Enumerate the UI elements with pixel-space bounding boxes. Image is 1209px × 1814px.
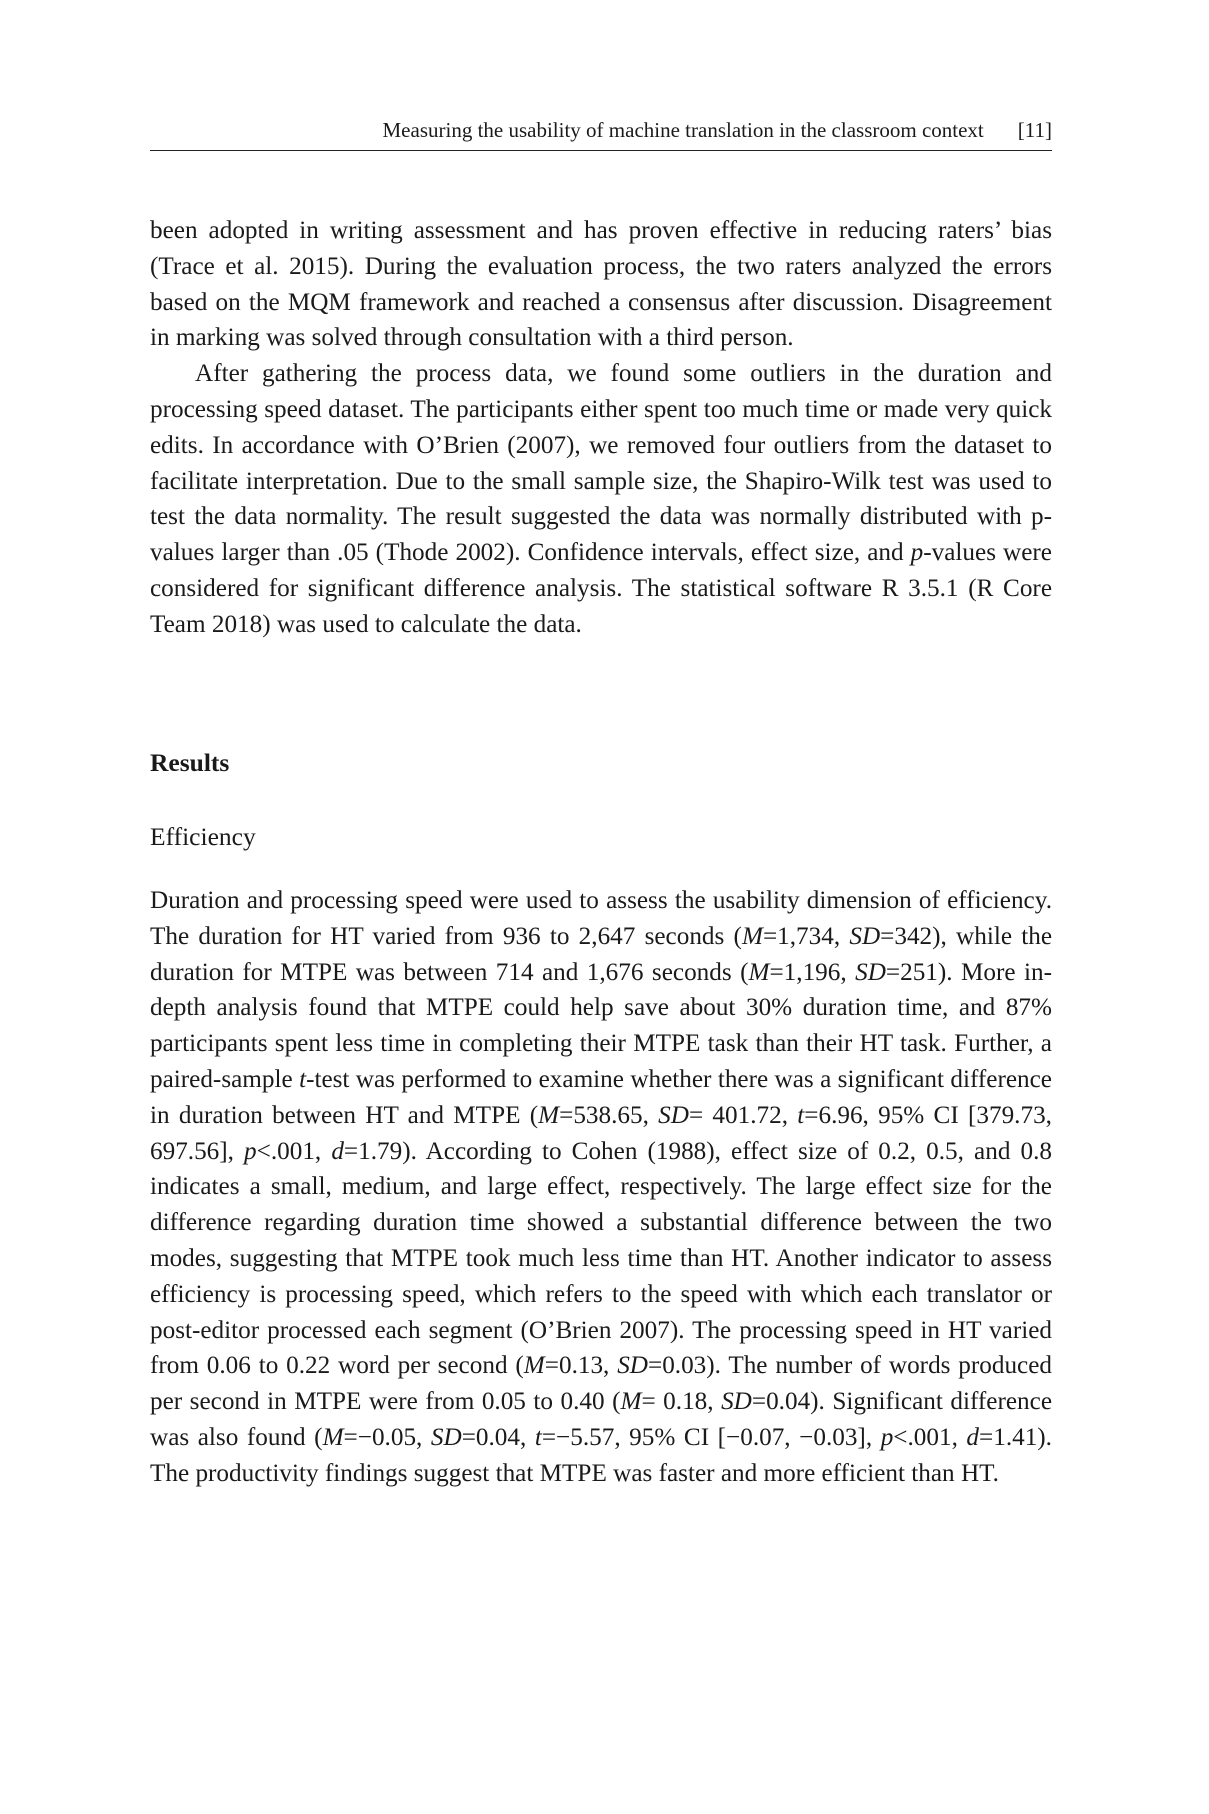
text-span: = 0.18,	[641, 1388, 722, 1416]
text-span: Duration and processing speed were used to assess the usability dimension of efficiency. The duration for HT varied from 936 to 2,647 seconds (	[150, 887, 1052, 950]
text-span: =342), while the duration for MTPE was between 714 and 1,676 seconds (	[150, 922, 1052, 986]
text-span: -test was performed to examine whether there was a significant difference in duration between HT and MTPE (	[150, 1065, 1052, 1129]
methods-text	[150, 213, 1052, 643]
paragraph-process-data	[150, 356, 1052, 642]
results-heading: Results	[150, 748, 230, 777]
stat-symbol: t	[534, 1423, 542, 1451]
text-span: After gathering the process data, we found some outliers in the duration and processing speed dataset. The participants either spent too much time or made very quick edits. In accordance with O’Brien (2007), we removed four outliers from the dataset to facilitate interpretation. Due to the small sample size, the Shapiro-Wilk test was used to test the data normality. The result suggested the data was normally distributed with p-values larger than .05 (Thode 2002). Confidence intervals, effect size, and	[150, 360, 1052, 567]
running-header	[150, 116, 1052, 151]
stat-symbol: M	[741, 922, 763, 950]
stat-symbol: p	[880, 1423, 894, 1451]
text-span: =1,196,	[769, 958, 856, 986]
stat-symbol: p	[244, 1137, 257, 1165]
text-span: =538.65,	[559, 1101, 659, 1129]
text-span: =251). More in-depth analysis found that MTPE could help save about 30% duration time, and 87% participants spent less time in completing their MTPE task than their HT task. Further, a paired-sample	[150, 958, 1052, 1093]
stat-symbol: M	[523, 1352, 545, 1380]
text-span: =0.04). Significant difference was also found (	[150, 1388, 1052, 1451]
stat-symbol: d	[331, 1137, 344, 1165]
stat-symbol: SD	[617, 1352, 648, 1380]
text-span: <.001,	[893, 1423, 967, 1451]
running-title: Measuring the usability of machine translation in the classroom context	[382, 118, 984, 142]
text-span: =0.04,	[461, 1423, 535, 1451]
text-span: =1,734,	[762, 922, 850, 950]
text-span: =1.41). The productivity findings suggest that MTPE was faster and more efficient than HT.	[150, 1423, 1052, 1487]
text-span: =6.96, 95% CI [379.73, 697.56],	[150, 1101, 1052, 1165]
text-span: = 401.72,	[688, 1101, 798, 1129]
stat-symbol: t	[299, 1065, 307, 1093]
stat-symbol: SD	[658, 1101, 689, 1129]
stat-symbol: SD	[721, 1388, 752, 1416]
text-span: <.001,	[256, 1137, 332, 1165]
stat-symbol: SD	[855, 958, 886, 986]
text-span: =−0.05,	[343, 1423, 431, 1451]
page-number: [11]	[1017, 118, 1052, 142]
text-span: =1.79). According to Cohen (1988), effect size of 0.2, 0.5, and 0.8 indicates a small, medium, and large effect, respectively. The large effect size for the difference regarding duration time showed a substantial difference between the two modes, suggesting that MTPE took much less time than HT. Another indicator to assess efficiency is processing speed, which refers to the speed with which each translator or post-editor processed each segment (O’Brien 2007). The processing speed in HT varied from 0.06 to 0.22 word per second (	[150, 1137, 1052, 1380]
text-span: =−5.57, 95% CI [−0.07, −0.03],	[541, 1423, 881, 1451]
stat-symbol: SD	[430, 1423, 462, 1451]
stat-symbol: d	[966, 1423, 980, 1451]
stat-symbol: t	[797, 1101, 805, 1129]
text-span: =0.13,	[544, 1352, 618, 1380]
stat-symbol: M	[538, 1101, 560, 1129]
text-span: =0.03). The number of words produced per second in MTPE were from 0.05 to 0.40 (	[150, 1352, 1053, 1416]
stat-symbol: M	[748, 958, 770, 986]
efficiency-heading: Efficiency	[150, 822, 256, 851]
paragraph-rater-bias: been adopted in writing assessment and has proven effective in reducing raters’ bias (Trace et al. 2015). During the evaluation process, the two raters analyzed the errors based on the MQM framework and reached a consensus after discussion. Disagreement in marking was solved through consultation with a third person.	[150, 217, 1052, 352]
stat-symbol: M	[620, 1388, 642, 1416]
stat-symbol: M	[322, 1423, 344, 1451]
paragraph-efficiency	[150, 883, 1052, 1492]
efficiency-text	[150, 883, 1052, 1492]
stat-symbol: SD	[849, 922, 881, 950]
italic-p: p	[910, 539, 924, 567]
text-span: -values were considered for significant difference analysis. The statistical software R 3.5.1 (R Core Team 2018) was used to calculate the data.	[150, 539, 1052, 638]
